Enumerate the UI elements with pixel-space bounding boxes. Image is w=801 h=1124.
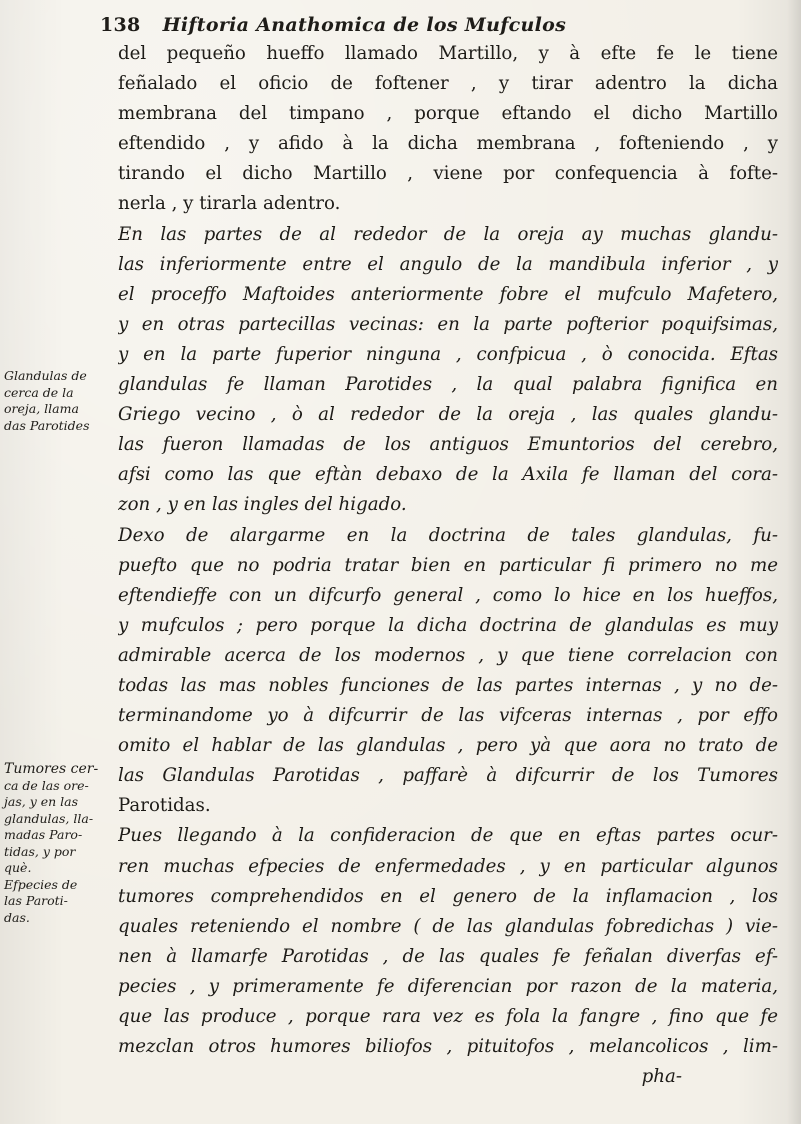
body-line: nen à llamarfe Parotidas , de las quales fe feñalan diverfas ef- (118, 945, 778, 967)
body-line: del pequeño hueffo llamado Martillo, y à efte fe le tiene (118, 43, 778, 64)
body-line: nerla , y tirarla adentro. (118, 193, 341, 215)
body-line: tirando el dicho Martillo , viene por confequencia à fofte- (118, 163, 778, 185)
margin-note-line: tidas, y por (4, 843, 76, 859)
margin-note-line: Efpecies de (4, 876, 78, 892)
body-line: el proceffo Maftoides anteriormente fobre el mufculo Mafetero, (118, 283, 778, 305)
margin-note-line: las Paroti- (4, 893, 68, 908)
body-text (118, 39, 778, 1092)
running-header (100, 14, 710, 36)
body-line: membrana del timpano , porque eftando el dicho Martillo (118, 103, 778, 125)
body-line: admirable acerca de los modernos , y que tiene correlacion con (118, 644, 778, 666)
body-line: terminandome yo à difcurrir de las vifceras internas , por effo (118, 705, 778, 727)
body-line: glandulas fe llaman Parotides , la qual palabra fignifica en (118, 374, 778, 396)
body-line: y en otras partecillas vecinas: en la parte pofterior poquifsimas, (118, 313, 778, 335)
body-line: que las produce , porque rara vez es fola la fangre , fino que fe (118, 1006, 778, 1027)
body-line: eftendieffe con un difcurfo general , como lo hice en los hueffos, (118, 584, 778, 606)
margin-note-line: cerca de la (4, 384, 74, 400)
body-line: En las partes de al rededor de la oreja ay muchas glandu- (118, 223, 778, 245)
margin-note-line: glandulas, lla- (4, 810, 94, 826)
body-line: Dexo de alargarme en la doctrina de tales glandulas, fu- (118, 524, 778, 546)
body-line: puefto que no podria tratar bien en particular fi primero no me (118, 554, 778, 576)
body-line: Pues llegando à la confideracion de que en eftas partes ocur- (118, 825, 778, 847)
body-line: las fueron llamadas de los antiguos Emuntorios del cerebro, (118, 434, 778, 456)
body-line: y en la parte fuperior ninguna , confpicua , ò conocida. Eftas (118, 343, 778, 365)
body-line: todas las mas nobles funciones de las partes internas , y no de- (118, 674, 778, 696)
body-line: Parotidas. (118, 795, 211, 817)
margin-note-parotid-glands (4, 368, 110, 434)
running-title: Hiftoria Anathomica de los Mufculos (162, 14, 567, 36)
body-line: tumores comprehendidos en el genero de la inflamacion , los (118, 885, 778, 907)
body-line: las inferiormente entre el angulo de la mandibula inferior , y (118, 253, 778, 275)
margin-note-line: oreja, llama (4, 401, 79, 416)
margin-note-line: ca de las ore- (4, 777, 89, 793)
body-line: pecies , y primeramente fe diferencian por razon de la materia, (118, 975, 778, 997)
margin-note-parotid-tumors (4, 761, 110, 926)
body-line: zon , y en las ingles del higado. (118, 494, 407, 516)
page-number: 138 (100, 14, 141, 36)
body-line: afsi como las que eftàn debaxo de la Axila fe llaman del cora- (118, 464, 778, 486)
body-line: feñalado el oficio de foftener , y tirar adentro la dicha (118, 73, 778, 95)
body-line: y mufculos ; pero porque la dicha doctrina de glandulas es muy (118, 614, 778, 636)
body-line: omito el hablar de las glandulas , pero yà que aora no trato de (118, 735, 778, 757)
body-line: pha- (641, 1066, 682, 1088)
margin-note-line: das. (4, 909, 30, 925)
body-line: mezclan otros humores biliofos , pituitofos , melancolicos , lim- (118, 1036, 778, 1058)
margin-note-line: Tumores cer- (4, 761, 99, 777)
body-line: Griego vecino , ò al rededor de la oreja , las quales glandu- (118, 404, 778, 426)
body-line: quales reteniendo el nombre ( de las glandulas fobredichas ) vie- (118, 915, 778, 937)
margin-note-line: Glandulas de (4, 368, 87, 383)
margin-note-line: das Parotides (4, 417, 90, 433)
body-line: ren muchas efpecies de enfermedades , y en particular algunos (118, 855, 778, 877)
margin-note-line: madas Paro- (4, 827, 83, 842)
body-line: eftendido , y afido à la dicha membrana , fofteniendo , y (118, 133, 778, 155)
margin-note-line: jas, y en las (4, 794, 79, 809)
body-line: las Glandulas Parotidas , paffarè à difcurrir de los Tumores (118, 765, 778, 787)
page-edge-shadow (787, 0, 801, 1124)
margin-note-line: què. (4, 860, 32, 875)
